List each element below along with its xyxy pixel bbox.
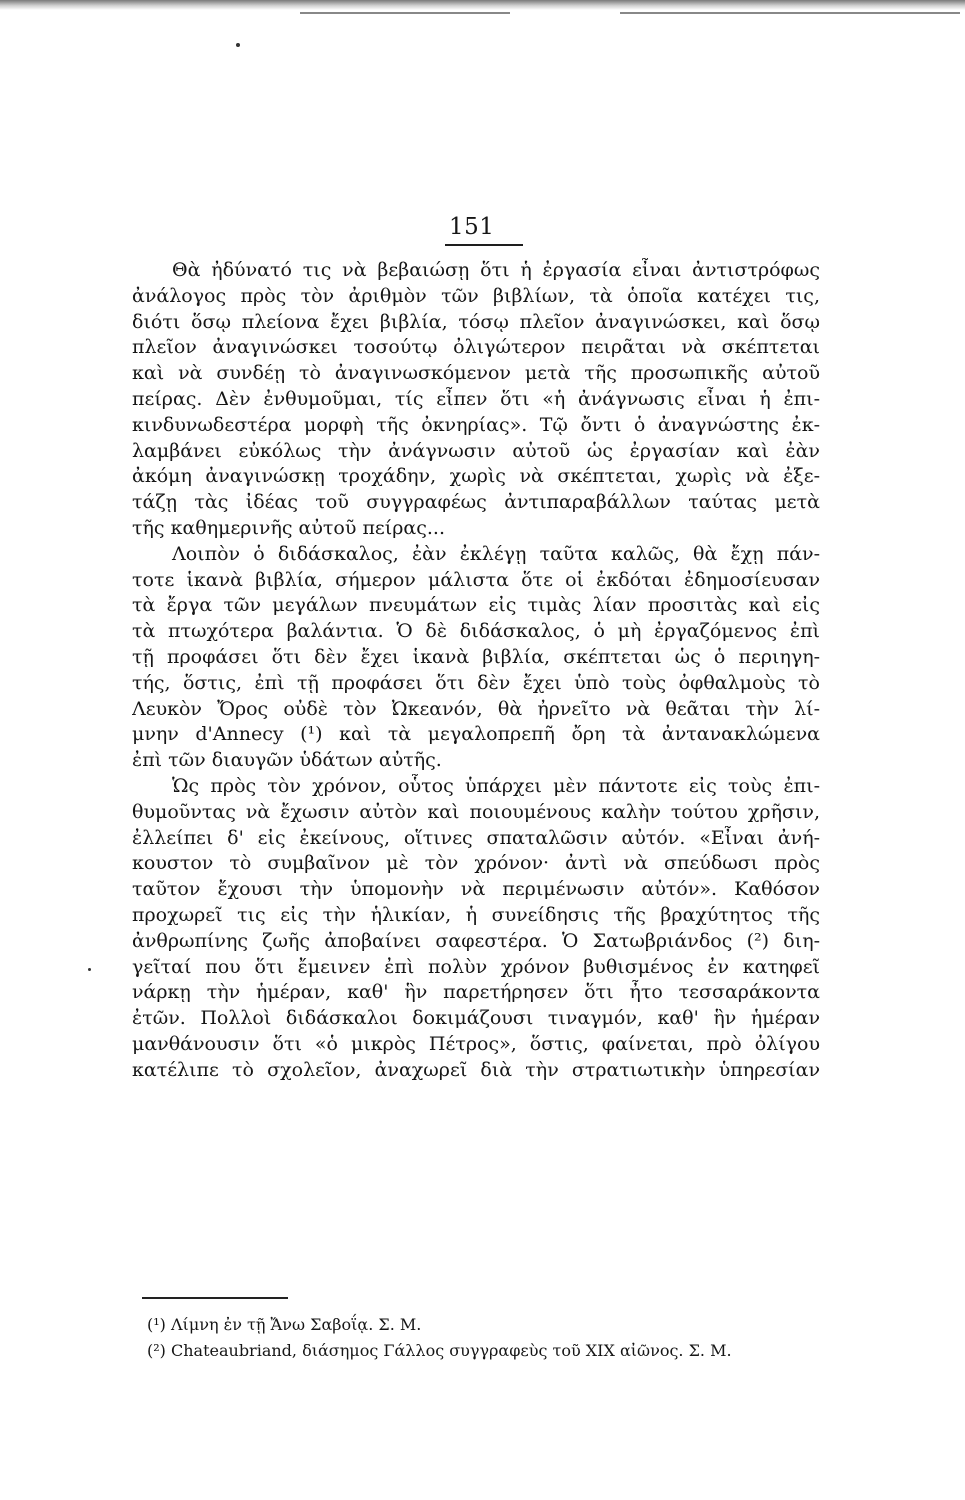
top-scan-line <box>300 12 510 14</box>
text-line: μνην d'Annecy (¹) καὶ τὰ μεγαλοπρεπῆ ὄρη τὰ ἀντανακλώμενα <box>132 723 820 746</box>
text-line: θυμοῦντας νὰ ἔχωσιν αὐτὸν καὶ ποιουμένους καλὴν τούτου χρῆσιν, <box>132 800 820 823</box>
page-number-rule <box>445 244 523 246</box>
text-line: ἐπὶ τῶν διαυγῶν ὑδάτων αὐτῆς. <box>132 749 442 772</box>
page-number: 151 <box>449 214 495 240</box>
footnote-separator <box>142 1297 288 1299</box>
text-line: Λευκὸν Ὄρος οὐδὲ τὸν Ὠκεανόν, θὰ ἠρνεῖτο νὰ θεᾶται τὴν λί- <box>132 697 820 720</box>
text-line: νάρκῃ τὴν ἡμέραν, καθ' ἣν παρετήρησεν ὅτι ἦτο τεσσαράκοντα <box>132 981 820 1004</box>
text-line: τὰ πτωχότερα βαλάντια. Ὁ δὲ διδάσκαλος, ὁ μὴ ἐργαζόμενος ἐπὶ <box>132 620 820 643</box>
text-line: τοτε ἱκανὰ βιβλία, σήμερον μάλιστα ὅτε οἱ ἐκδόται ἐδημοσίευσαν <box>132 568 820 591</box>
text-line: ἐλλείπει δ' εἰς ἐκείνους, οἵτινες σπαταλῶσιν αὐτόν. «Εἶναι ἀνή- <box>132 826 820 849</box>
text-line: διότι ὅσῳ πλείονα ἔχει βιβλία, τόσῳ πλεῖον ἀναγινώσκει, καὶ ὅσῳ <box>132 310 820 333</box>
text-line: κατέλιπε τὸ σχολεῖον, ἀναχωρεῖ διὰ τὴν στρατιωτικὴν ὑπηρεσίαν <box>132 1058 820 1081</box>
top-scan-line <box>620 12 960 14</box>
footnote: (¹) Λίμνη ἐν τῇ Ἄνω Σαβοΐᾳ. Σ. Μ. <box>147 1315 422 1334</box>
ink-speck <box>88 968 91 971</box>
text-line: ἀνθρωπίνης ζωῆς ἀποβαίνει σαφεστέρα. Ὁ Σατωβριάνδος (²) διη- <box>132 929 820 952</box>
text-line: ἀνάλογος πρὸς τὸν ἀριθμὸν τῶν βιβλίων, τὰ ὁποῖα κατέχει τις, <box>132 284 820 307</box>
text-line: καὶ νὰ συνδέῃ τὸ ἀναγινωσκόμενον μετὰ τῆς προσωπικῆς αὐτοῦ <box>132 362 820 385</box>
text-line: τὰ ἔργα τῶν μεγάλων πνευμάτων εἰς τιμὰς λίαν προσιτὰς καὶ εἰς <box>132 594 820 617</box>
text-line: Ὡς πρὸς τὸν χρόνον, οὗτος ὑπάρχει μὲν πάντοτε εἰς τοὺς ἐπι- <box>172 774 820 797</box>
text-line: μανθάνουσιν ὅτι «ὁ μικρὸς Πέτρος», ὅστις, φαίνεται, πρὸ ὀλίγου <box>132 1032 820 1055</box>
text-line: ἐτῶν. Πολλοὶ διδάσκαλοι δοκιμάζουσι τιναγμόν, καθ' ἣν ἡμέραν <box>132 1007 820 1030</box>
body-text <box>132 258 820 1084</box>
text-line: πείρας. Δὲν ἐνθυμοῦμαι, τίς εἶπεν ὅτι «ἡ ἀνάγνωσις εἶναι ἡ ἐπι- <box>132 387 820 410</box>
text-line: τής, ὅστις, ἐπὶ τῇ προφάσει ὅτι δὲν ἔχει ὑπὸ τοὺς ὀφθαλμοὺς τὸ <box>132 671 820 694</box>
ink-speck <box>236 43 240 47</box>
footnotes <box>147 1312 827 1364</box>
text-line: Λοιπὸν ὁ διδάσκαλος, ἐὰν ἐκλέγῃ ταῦτα καλῶς, θὰ ἔχῃ πάν- <box>172 542 820 565</box>
text-line: τῆς καθημερινῆς αὐτοῦ πείρας... <box>132 516 445 539</box>
text-line: ταῦτον ἔχουσι τὴν ὑπομονὴν νὰ περιμένωσιν αὐτόν». Καθόσον <box>132 878 820 901</box>
footnote: (²) Chateaubriand, διάσημος Γάλλος συγγραφεὺς τοῦ XIX αἰῶνος. Σ. Μ. <box>147 1341 732 1360</box>
text-line: ἀκόμη ἀναγινώσκῃ τροχάδην, χωρὶς νὰ σκέπτεται, χωρὶς νὰ ἐξε- <box>132 465 820 488</box>
text-line: Θὰ ἠδύνατό τις νὰ βεβαιώσῃ ὅτι ἡ ἐργασία εἶναι ἀντιστρόφως <box>172 259 820 281</box>
text-line: κινδυνωδεστέρα μορφὴ τῆς ὀκνηρίας». Τῷ ὄντι ὁ ἀναγνώστης ἐκ- <box>132 413 820 436</box>
text-line: τῇ προφάσει ὅτι δὲν ἔχει ἱκανὰ βιβλία, σκέπτεται ὡς ὁ περιηγη- <box>132 645 820 668</box>
text-line: γεῖταί που ὅτι ἔμεινεν ἐπὶ πολὺν χρόνον βυθισμένος ἐν κατηφεῖ <box>132 955 820 978</box>
text-line: τάζῃ τὰς ἰδέας τοῦ συγγραφέως ἀντιπαραβάλλων ταύτας μετὰ <box>132 491 820 514</box>
text-line: λαμβάνει εὐκόλως τὴν ἀνάγνωσιν αὐτοῦ ὡς ἐργασίαν καὶ ἐὰν <box>132 439 820 462</box>
text-line: προχωρεῖ τις εἰς τὴν ἡλικίαν, ἡ συνείδησις τῆς βραχύτητος τῆς <box>132 903 820 926</box>
text-line: πλεῖον ἀναγινώσκει τοσούτῳ ὀλιγώτερον πειρᾶται νὰ σκέπτεται <box>132 336 820 359</box>
page-top-shadow <box>0 0 965 10</box>
text-line: κουστον τὸ συμβαῖνον μὲ τὸν χρόνον· ἀντὶ νὰ σπεύδωσι πρὸς <box>132 852 820 875</box>
